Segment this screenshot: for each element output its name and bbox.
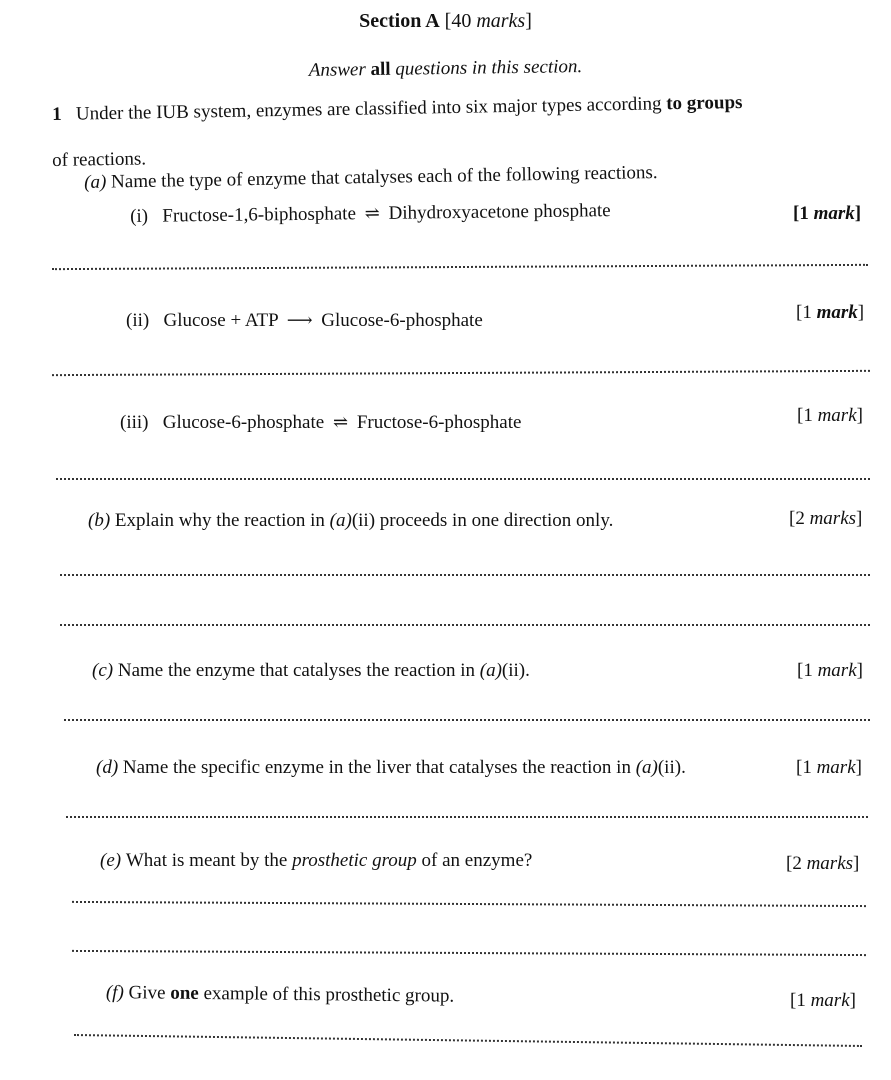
forward-arrow-icon: ⟶ [286,310,313,330]
section-instruction: Answer all questions in this section. [308,56,583,81]
part-a-i-marks: [1 mark] [793,203,862,224]
part-b-prompt: (b) Explain why the reaction in (a)(ii) proceeds in one direction only. [88,510,614,531]
answer-line-a-ii[interactable] [52,370,870,376]
part-a-iii-marks: [1 mark] [797,405,863,426]
answer-line-a-iii[interactable] [56,478,870,480]
answer-line-a-i[interactable] [52,264,868,270]
part-a-iii-reaction: (iii) Glucose-6-phosphate ⇌ Fructose-6-phosphate [120,412,522,433]
question-1-stem-line2: of reactions. [52,148,147,171]
part-d-prompt: (d) Name the specific enzyme in the liver that catalyses the reaction in (a)(ii). [96,757,686,778]
equilibrium-arrow-icon: ⇌ [364,202,380,224]
part-f-marks: [1 mark] [790,990,856,1011]
part-e-marks: [2 marks] [786,853,860,874]
part-a-prompt: (a) Name the type of enzyme that catalyses each of the following reactions. [84,161,658,193]
question-1-stem: 1 Under the IUB system, enzymes are classified into six major types according to groups [52,91,743,125]
answer-line-c[interactable] [64,719,870,721]
part-c-prompt: (c) Name the enzyme that catalyses the reaction in (a)(ii). [92,660,530,681]
answer-line-f[interactable] [74,1034,862,1047]
answer-line-b-2[interactable] [60,624,870,626]
section-title: Section A [40 marks] [359,10,532,32]
part-a-ii-marks: [1 mark] [796,302,865,323]
answer-line-d[interactable] [66,816,868,818]
part-a-i-reaction: (i) Fructose-1,6-biphosphate ⇌ Dihydroxyacetone phosphate [130,200,611,227]
equilibrium-arrow-icon: ⇌ [332,412,349,432]
part-c-marks: [1 mark] [797,660,863,681]
part-d-marks: [1 mark] [796,757,862,778]
section-title-bold: Section A [359,10,440,32]
part-f-prompt: (f) Give one example of this prosthetic group. [105,982,455,1007]
part-e-prompt: (e) What is meant by the prosthetic group of an enzyme? [100,850,533,871]
answer-line-e-2[interactable] [72,950,866,956]
answer-line-b-1[interactable] [60,574,870,576]
answer-line-e-1[interactable] [72,901,866,907]
question-number: 1 [52,103,62,125]
part-a-ii-reaction: (ii) Glucose + ATP ⟶ Glucose-6-phosphate [126,310,483,331]
part-b-marks: [2 marks] [789,508,863,529]
